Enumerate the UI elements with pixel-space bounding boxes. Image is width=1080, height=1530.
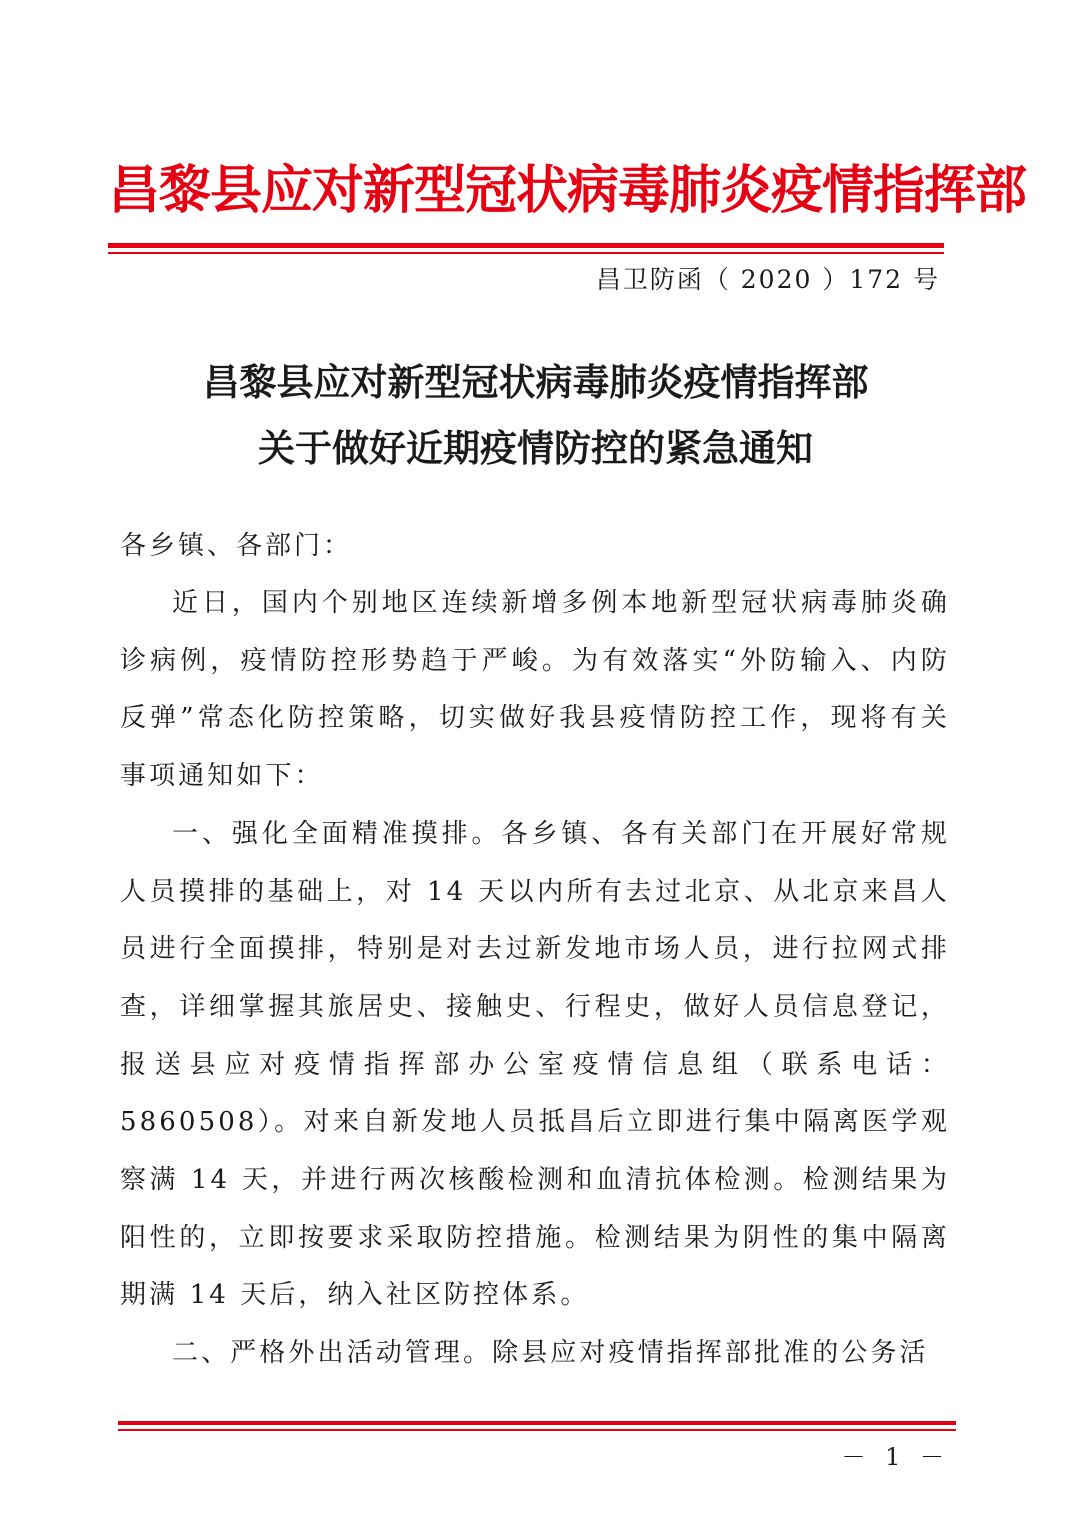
document-title-line2: 关于做好近期疫情防控的紧急通知 (258, 426, 813, 470)
salutation: 各乡镇、各部门： (120, 531, 353, 561)
issuing-authority-header: 昌黎县应对新型冠状病毒肺炎疫情指挥部 (108, 161, 1027, 221)
header-red-rule (108, 243, 944, 248)
paragraph-item-2: 二、严格外出活动管理。除县应对疫情指挥部批准的公务活 (172, 1338, 929, 1369)
paragraph-intro: 近日，国内个别地区连续新增多例本地新型冠状病毒肺炎确诊病例，疫情防控形势趋于严峻。为有效落实“外防输入、内防反弹”常态化防控策略，切实做好我县疫情防控工作，现将有关事项通知如下： (120, 588, 950, 792)
document-body (120, 575, 950, 1383)
page-number: － 1 － (841, 1443, 950, 1471)
document-title-line1: 昌黎县应对新型冠状病毒肺炎疫情指挥部 (202, 360, 869, 404)
document-number: 昌卫防函（ 2020 ）172 号 (595, 265, 940, 294)
footer-red-rule (118, 1421, 956, 1425)
footer-red-rule-thin (118, 1429, 956, 1431)
paragraph-item-1: 一、强化全面精准摸排。各乡镇、各有关部门在开展好常规人员摸排的基础上，对 14 天以内所有去过北京、从北京来昌人员进行全面摸排，特别是对去过新发地市场人员，进行拉网式排查，详细掌握其旅居史、接触史、行程史，做好人员信息登记，报送县应对疫情指挥部办公室疫情信息组（联系电话：5860508）。对来自新发地人员抵昌后立即进行集中隔离医学观察满 14 天，并进行两次核酸检测和血清抗体检测。检测结果为阳性的，立即按要求采取防控措施。检测结果为阴性的集中隔离期满 14 天后，纳入社区防控体系。 (120, 818, 950, 1311)
header-red-rule-thin (108, 252, 944, 254)
